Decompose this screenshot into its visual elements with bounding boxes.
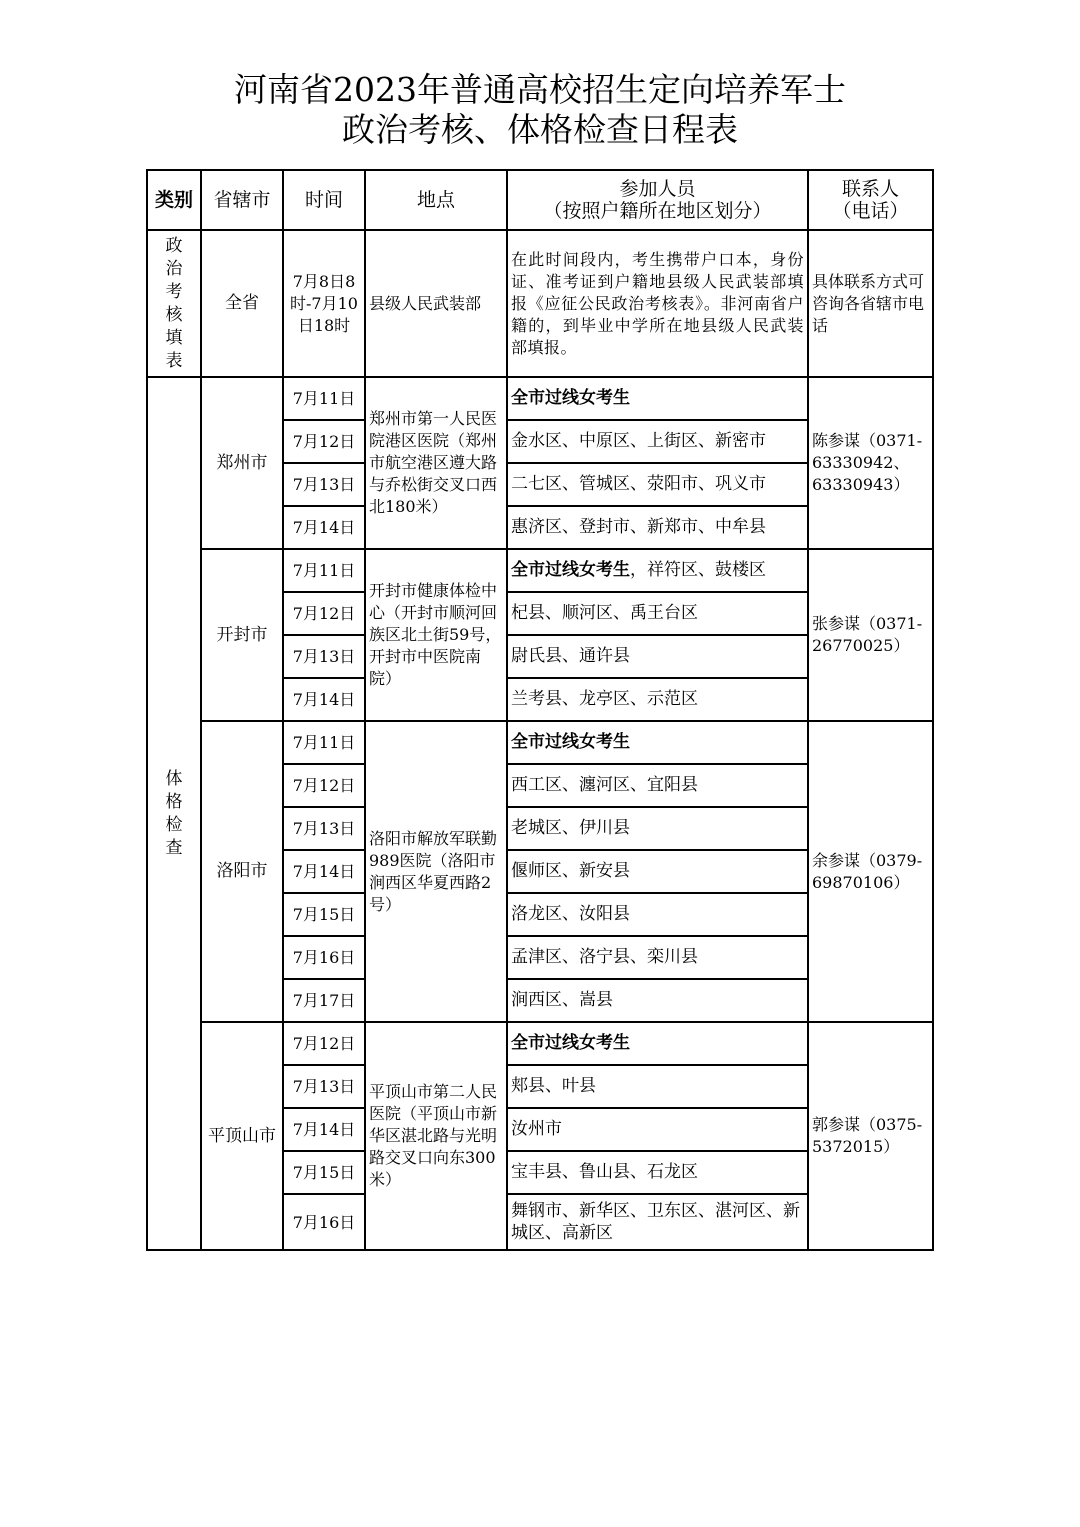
date-cell: 7月17日 — [283, 979, 365, 1022]
participants-text: 西工区、瀍河区、宜阳县 — [511, 775, 698, 795]
date-cell: 7月14日 — [283, 678, 365, 721]
participants-text: 二七区、管城区、荥阳市、巩义市 — [511, 474, 766, 494]
header-city: 省辖市 — [201, 170, 283, 230]
participants-text: ，祥符区、鼓楼区 — [630, 560, 766, 580]
participants-text: 惠济区、登封市、新郑市、中牟县 — [511, 517, 766, 537]
date-cell: 7月11日 — [283, 549, 365, 592]
participants-text: 舞钢市、新华区、卫东区、湛河区、新城区、高新区 — [511, 1201, 800, 1243]
participants-cell — [507, 721, 808, 764]
date-cell: 7月13日 — [283, 635, 365, 678]
participants-cell — [507, 420, 808, 463]
date-cell: 7月16日 — [283, 936, 365, 979]
participants-text: 涧西区、嵩县 — [511, 990, 613, 1010]
date-cell: 7月12日 — [283, 764, 365, 807]
date-cell: 7月12日 — [283, 420, 365, 463]
date-cell: 7月14日 — [283, 1108, 365, 1151]
table-row — [147, 377, 933, 420]
participants-text: 杞县、顺河区、禹王台区 — [511, 603, 698, 623]
date-cell: 7月13日 — [283, 463, 365, 506]
participants-cell — [507, 1065, 808, 1108]
header-category: 类别 — [147, 170, 201, 230]
table-row — [147, 1022, 933, 1065]
contact-cell: 具体联系方式可咨询各省辖市电话 — [808, 230, 933, 377]
participants-bold: 全市过线女考生 — [511, 560, 630, 580]
participants-cell — [507, 549, 808, 592]
header-row — [147, 170, 933, 230]
participants-cell — [507, 1151, 808, 1194]
header-time: 时间 — [283, 170, 365, 230]
contact-cell: 张参谋（0371-26770025） — [808, 549, 933, 721]
participants-cell — [507, 936, 808, 979]
date-cell: 7月11日 — [283, 721, 365, 764]
city-cell: 郑州市 — [201, 377, 283, 549]
location-cell: 洛阳市解放军联勤989医院（洛阳市涧西区华夏西路2号） — [365, 721, 507, 1022]
date-cell: 7月14日 — [283, 850, 365, 893]
contact-cell: 余参谋（0379-69870106） — [808, 721, 933, 1022]
participants-text: 洛龙区、汝阳县 — [511, 904, 630, 924]
participants-cell — [507, 678, 808, 721]
participants-text: 宝丰县、鲁山县、石龙区 — [511, 1162, 698, 1182]
header-location: 地点 — [365, 170, 507, 230]
participants-cell — [507, 979, 808, 1022]
participants-cell: 在此时间段内，考生携带户口本，身份证、准考证到户籍地县级人民武装部填报《应征公民政治考核表》。非河南省户籍的，到毕业中学所在地县级人民武装部填报。 — [507, 230, 808, 377]
date-cell: 7月13日 — [283, 807, 365, 850]
location-cell: 郑州市第一人民医院港区医院（郑州市航空港区遵大路与乔松街交叉口西北180米） — [365, 377, 507, 549]
header-contact — [808, 170, 933, 230]
location-cell: 县级人民武装部 — [365, 230, 507, 377]
city-cell: 全省 — [201, 230, 283, 377]
date-cell: 7月15日 — [283, 893, 365, 936]
participants-cell — [507, 506, 808, 549]
participants-text: 金水区、中原区、上街区、新密市 — [511, 431, 766, 451]
location-cell: 平顶山市第二人民医院（平顶山市新华区湛北路与光明路交叉口向东300米） — [365, 1022, 507, 1250]
header-participants-line1: 参加人员 — [619, 178, 696, 200]
document-title-line1: 河南省2023年普通高校招生定向培养军士 — [234, 70, 846, 109]
date-cell: 7月12日 — [283, 1022, 365, 1065]
participants-cell — [507, 893, 808, 936]
date-cell: 7月13日 — [283, 1065, 365, 1108]
contact-cell: 郭参谋（0375-5372015） — [808, 1022, 933, 1250]
participants-text: 尉氏县、通许县 — [511, 646, 630, 666]
table-row — [147, 230, 933, 377]
city-cell: 洛阳市 — [201, 721, 283, 1022]
category-physical: 体格检查 — [147, 377, 201, 1250]
date-cell: 7月14日 — [283, 506, 365, 549]
participants-cell — [507, 592, 808, 635]
table-row — [147, 549, 933, 592]
participants-cell — [507, 807, 808, 850]
participants-cell — [507, 850, 808, 893]
participants-cell — [507, 1108, 808, 1151]
city-cell: 开封市 — [201, 549, 283, 721]
participants-text: 老城区、伊川县 — [511, 818, 630, 838]
contact-cell: 陈参谋（0371-63330942、63330943） — [808, 377, 933, 549]
location-cell: 开封市健康体检中心（开封市顺河回族区北土街59号，开封市中医院南院） — [365, 549, 507, 721]
header-contact-line2: （电话） — [832, 200, 909, 222]
header-participants — [507, 170, 808, 230]
participants-bold: 全市过线女考生 — [511, 732, 630, 752]
participants-cell — [507, 1022, 808, 1065]
document-title-line2: 政治考核、体格检查日程表 — [342, 110, 738, 149]
participants-bold: 全市过线女考生 — [511, 388, 630, 408]
header-participants-line2: （按照户籍所在地区划分） — [543, 200, 772, 222]
date-cell: 7月15日 — [283, 1151, 365, 1194]
participants-cell — [507, 764, 808, 807]
participants-text: 孟津区、洛宁县、栾川县 — [511, 947, 698, 967]
table-row — [147, 721, 933, 764]
date-cell: 7月11日 — [283, 377, 365, 420]
participants-cell — [507, 1194, 808, 1250]
participants-text: 郏县、叶县 — [511, 1076, 596, 1096]
city-cell: 平顶山市 — [201, 1022, 283, 1250]
date-cell: 7月16日 — [283, 1194, 365, 1250]
date-cell: 7月12日 — [283, 592, 365, 635]
time-cell: 7月8日8时-7月10日18时 — [283, 230, 365, 377]
participants-text: 偃师区、新安县 — [511, 861, 630, 881]
participants-bold: 全市过线女考生 — [511, 1033, 630, 1053]
category-political: 政治考核填表 — [147, 230, 201, 377]
participants-cell — [507, 377, 808, 420]
participants-cell — [507, 635, 808, 678]
participants-text: 兰考县、龙亭区、示范区 — [511, 689, 698, 709]
header-contact-line1: 联系人 — [841, 178, 899, 200]
participants-text: 汝州市 — [511, 1119, 562, 1139]
schedule-table — [146, 169, 934, 1251]
participants-cell — [507, 463, 808, 506]
